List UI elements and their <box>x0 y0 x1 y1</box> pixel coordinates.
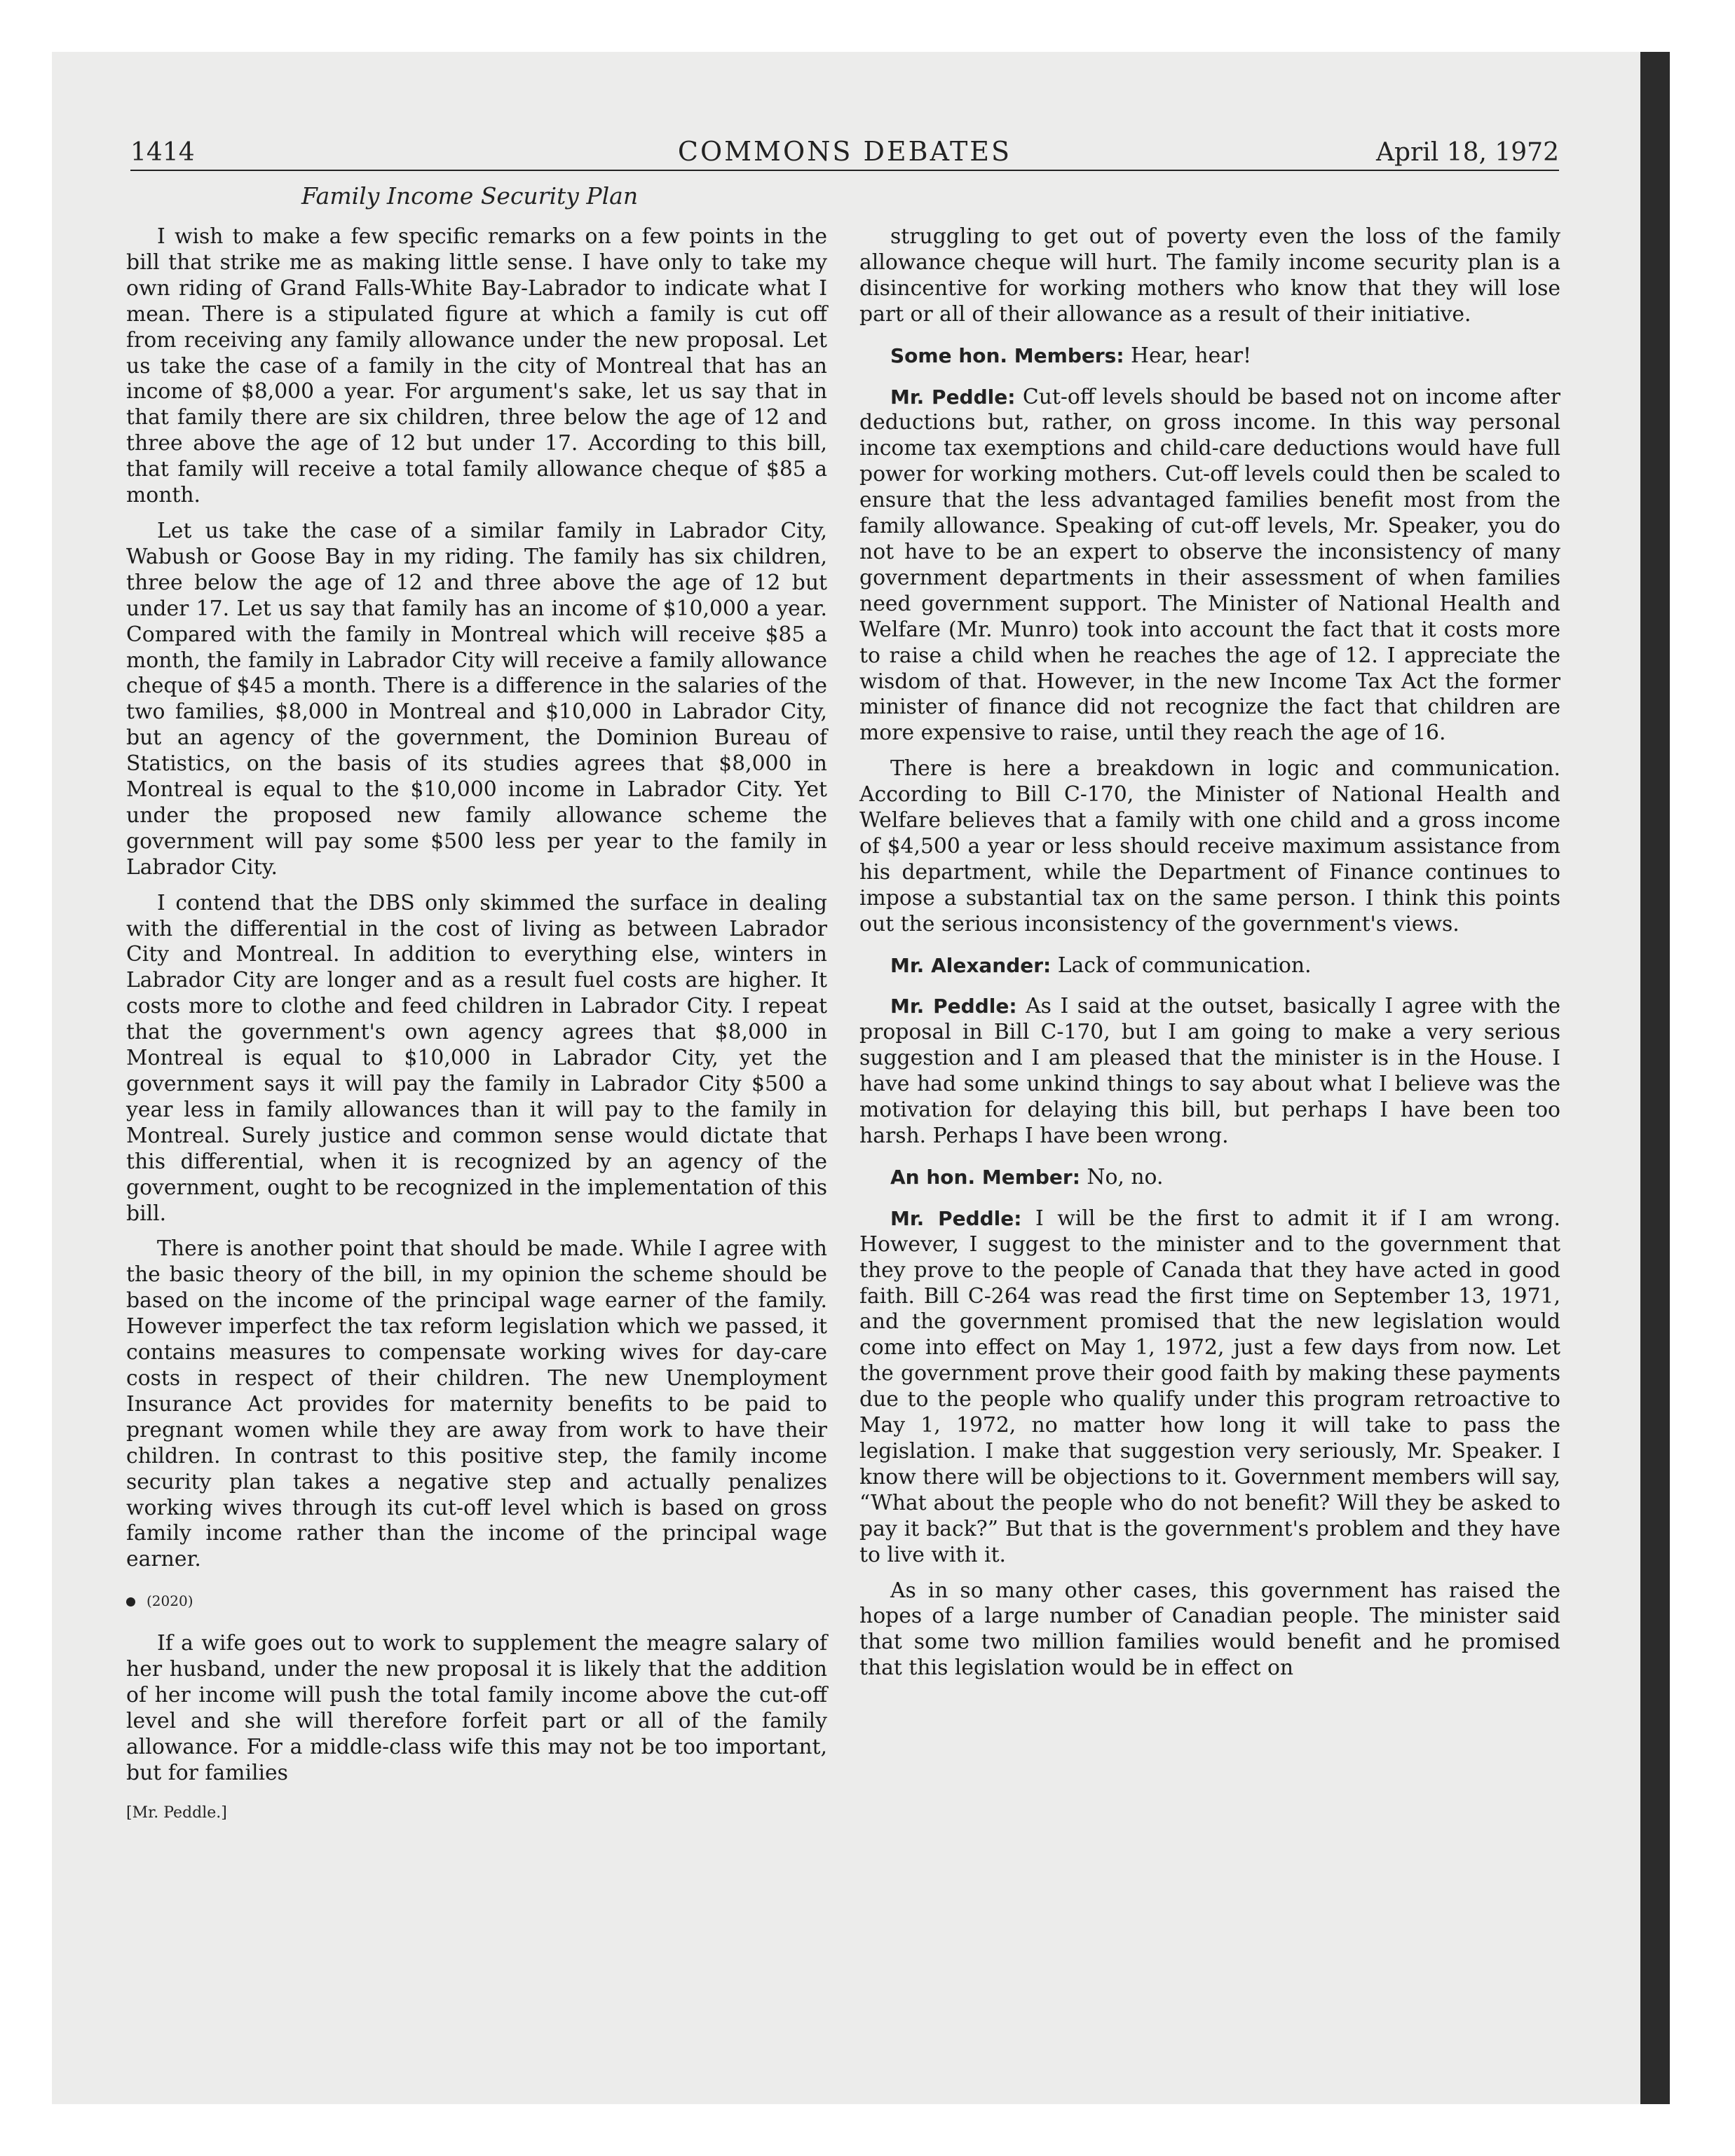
speaker-label: Some hon. Members: <box>890 343 1124 367</box>
left-column <box>126 224 827 1826</box>
time-marker-text: (2020) <box>147 1592 193 1610</box>
speech-text: Hear, hear! <box>1131 343 1252 368</box>
speech <box>859 385 1560 747</box>
publication-date: April 18, 1972 <box>1375 138 1559 167</box>
paragraph: As in so many other cases, this government has raised the hopes of a large number of Canadian people. The minister said that some two million families would benefit and he promised that this legislation would be in effect on <box>859 1578 1560 1681</box>
speech-text: No, no. <box>1087 1164 1164 1189</box>
speech <box>859 1206 1560 1569</box>
speech-text: Lack of communication. <box>1057 953 1312 978</box>
speaker-footnote: [Mr. Peddle.] <box>126 1803 227 1822</box>
paragraph: I wish to make a few specific remarks on a few points in the bill that strike me as making little sense. I have only to take my own riding of Grand Falls-White Bay-Labrador to indicate what I mean. There is a stipulated figure at which a family is cut off from receiving any family allowance under the new proposal. Let us take the case of a family in the city of Montreal that has an income of $8,000 a year. For argument's sake, let us say that in that family there are six children, three below the age of 12 and three above the age of 12 but under 17. According to this bill, that family will receive a total family allowance cheque of $85 a month. <box>126 224 827 508</box>
speech-text: I will be the first to admit it if I am wrong. However, I suggest to the minister and to the government that they prove to the people of Canada that they have acted in good faith. Bill C-264 was read the first time on September 13, 1971, and the government promised that the new legislation would come into effect on May 1, 1972, just a few days from now. Let the government prove their good faith by making these payments due to the people who qualify under this program retroactive to May 1, 1972, no matter how long it will take to pass the legislation. I make that suggestion very seriously, Mr. Speaker. I know there will be objections to it. Government members will say, “What about the people who do not benefit? Will they be asked to pay it back?” But that is the government's problem and they have to live with it. <box>859 1206 1560 1567</box>
speaker-label: An hon. Member: <box>890 1165 1080 1189</box>
paragraph: If a wife goes out to work to supplement the meagre salary of her husband, under the new proposal it is likely that the addition of her income will push the total family income above the cut-off level and she will therefore forfeit part or all of the family allowance. For a middle-class wife this may not be too important, but for families <box>126 1631 827 1785</box>
section-title: Family Income Security Plan <box>301 182 639 210</box>
speaker-label: Mr. Alexander: <box>890 953 1052 977</box>
publication-title: COMMONS DEBATES <box>677 136 1012 167</box>
speech <box>859 343 1560 369</box>
speech-text: As I said at the outset, basically I agree with the proposal in Bill C-170, but I am going to make a very serious suggestion and I am pleased that the minister is in the House. I have had some unkind things to say about what I believe was the motivation for delaying this bill, but perhaps I have been too harsh. Perhaps I have been wrong. <box>859 994 1560 1148</box>
paragraph: There is here a breakdown in logic and communication. According to Bill C-170, the Minister of National Health and Welfare believes that a family with one child and a gross income of $4,500 a year or less should receive maximum assistance from his department, while the Department of Finance continues to impose a substantial tax on the same person. I think this points out the serious inconsistency of the government's views. <box>859 756 1560 936</box>
paragraph: struggling to get out of poverty even the loss of the family allowance cheque will hurt. The family income security plan is a disincentive for working mothers who know that they will lose part or all of their allowance as a result of their initiative. <box>859 224 1560 327</box>
speaker-label: Mr. Peddle: <box>890 1206 1022 1230</box>
speech <box>859 953 1560 979</box>
page-number: 1414 <box>130 138 195 167</box>
speech <box>859 994 1560 1149</box>
paragraph: Let us take the case of a similar family in Labrador City, Wabush or Goose Bay in my riding. The family has six children, three below the age of 12 and three above the age of 12 but under 17. Let us say that family has an income of $10,000 a year. Compared with the family in Montreal which will receive $85 a month, the family in Labrador City will receive a family allowance cheque of $45 a month. There is a difference in the salaries of the two families, $8,000 in Montreal and $10,000 in Labrador City, but an agency of the government, the Dominion Bureau of Statistics, on the basis of its studies agrees that $8,000 in Montreal is equal to the $10,000 income in Labrador City. Yet under the proposed new family allowance scheme the government will pay some $500 less per year to the family in Labrador City. <box>126 518 827 880</box>
speaker-label: Mr. Peddle: <box>890 385 1016 409</box>
bullet-icon <box>126 1597 135 1606</box>
speech-text: Cut-off levels should be based not on income after deductions but, rather, on gross income. In this way personal income tax exemptions and child-care deductions would have full power for working mothers. Cut-off levels could then be scaled to ensure that the less advantaged families benefit most from the family allowance. Speaking of cut-off levels, Mr. Speaker, you do not have to be an expert to observe the inconsistency of many government departments in their assessment of when families need government support. The Minister of National Health and Welfare (Mr. Munro) took into account the fact that it costs more to raise a child when he reaches the age of 12. I appreciate the wisdom of that. However, in the new Income Tax Act the former minister of finance did not recognize the fact that children are more expensive to raise, until they reach the age of 16. <box>859 384 1560 746</box>
paragraph: I contend that the DBS only skimmed the surface in dealing with the differential in the cost of living as between Labrador City and Montreal. In addition to everything else, winters in Labrador City are longer and as a result fuel costs are higher. It costs more to clothe and feed children in Labrador City. I repeat that the government's own agency agrees that $8,000 in Montreal is equal to $10,000 in Labrador City, yet the government says it will pay the family in Labrador City $500 a year less in family allowances than it will pay to the family in Montreal. Surely justice and common sense would dictate that this differential, when it is recognized by an agency of the government, ought to be recognized in the implementation of this bill. <box>126 890 827 1226</box>
speaker-label: Mr. Peddle: <box>890 995 1017 1018</box>
page-header <box>130 135 1559 171</box>
scan-edge-shadow <box>1640 52 1670 2104</box>
speech <box>859 1165 1560 1191</box>
right-column <box>859 224 1560 1691</box>
paragraph: There is another point that should be made. While I agree with the basic theory of the bill, in my opinion the scheme should be based on the income of the principal wage earner of the family. However imperfect the tax reform legislation which we passed, it contains measures to compensate working wives for day-care costs in respect of their children. The new Unemployment Insurance Act provides for maternity benefits to be paid to pregnant women while they are away from work to have their children. In contrast to this positive step, the family income security plan takes a negative step and actually penalizes working wives through its cut-off level which is based on gross family income rather than the income of the principal wage earner. <box>126 1236 827 1572</box>
time-marker <box>126 1588 827 1614</box>
